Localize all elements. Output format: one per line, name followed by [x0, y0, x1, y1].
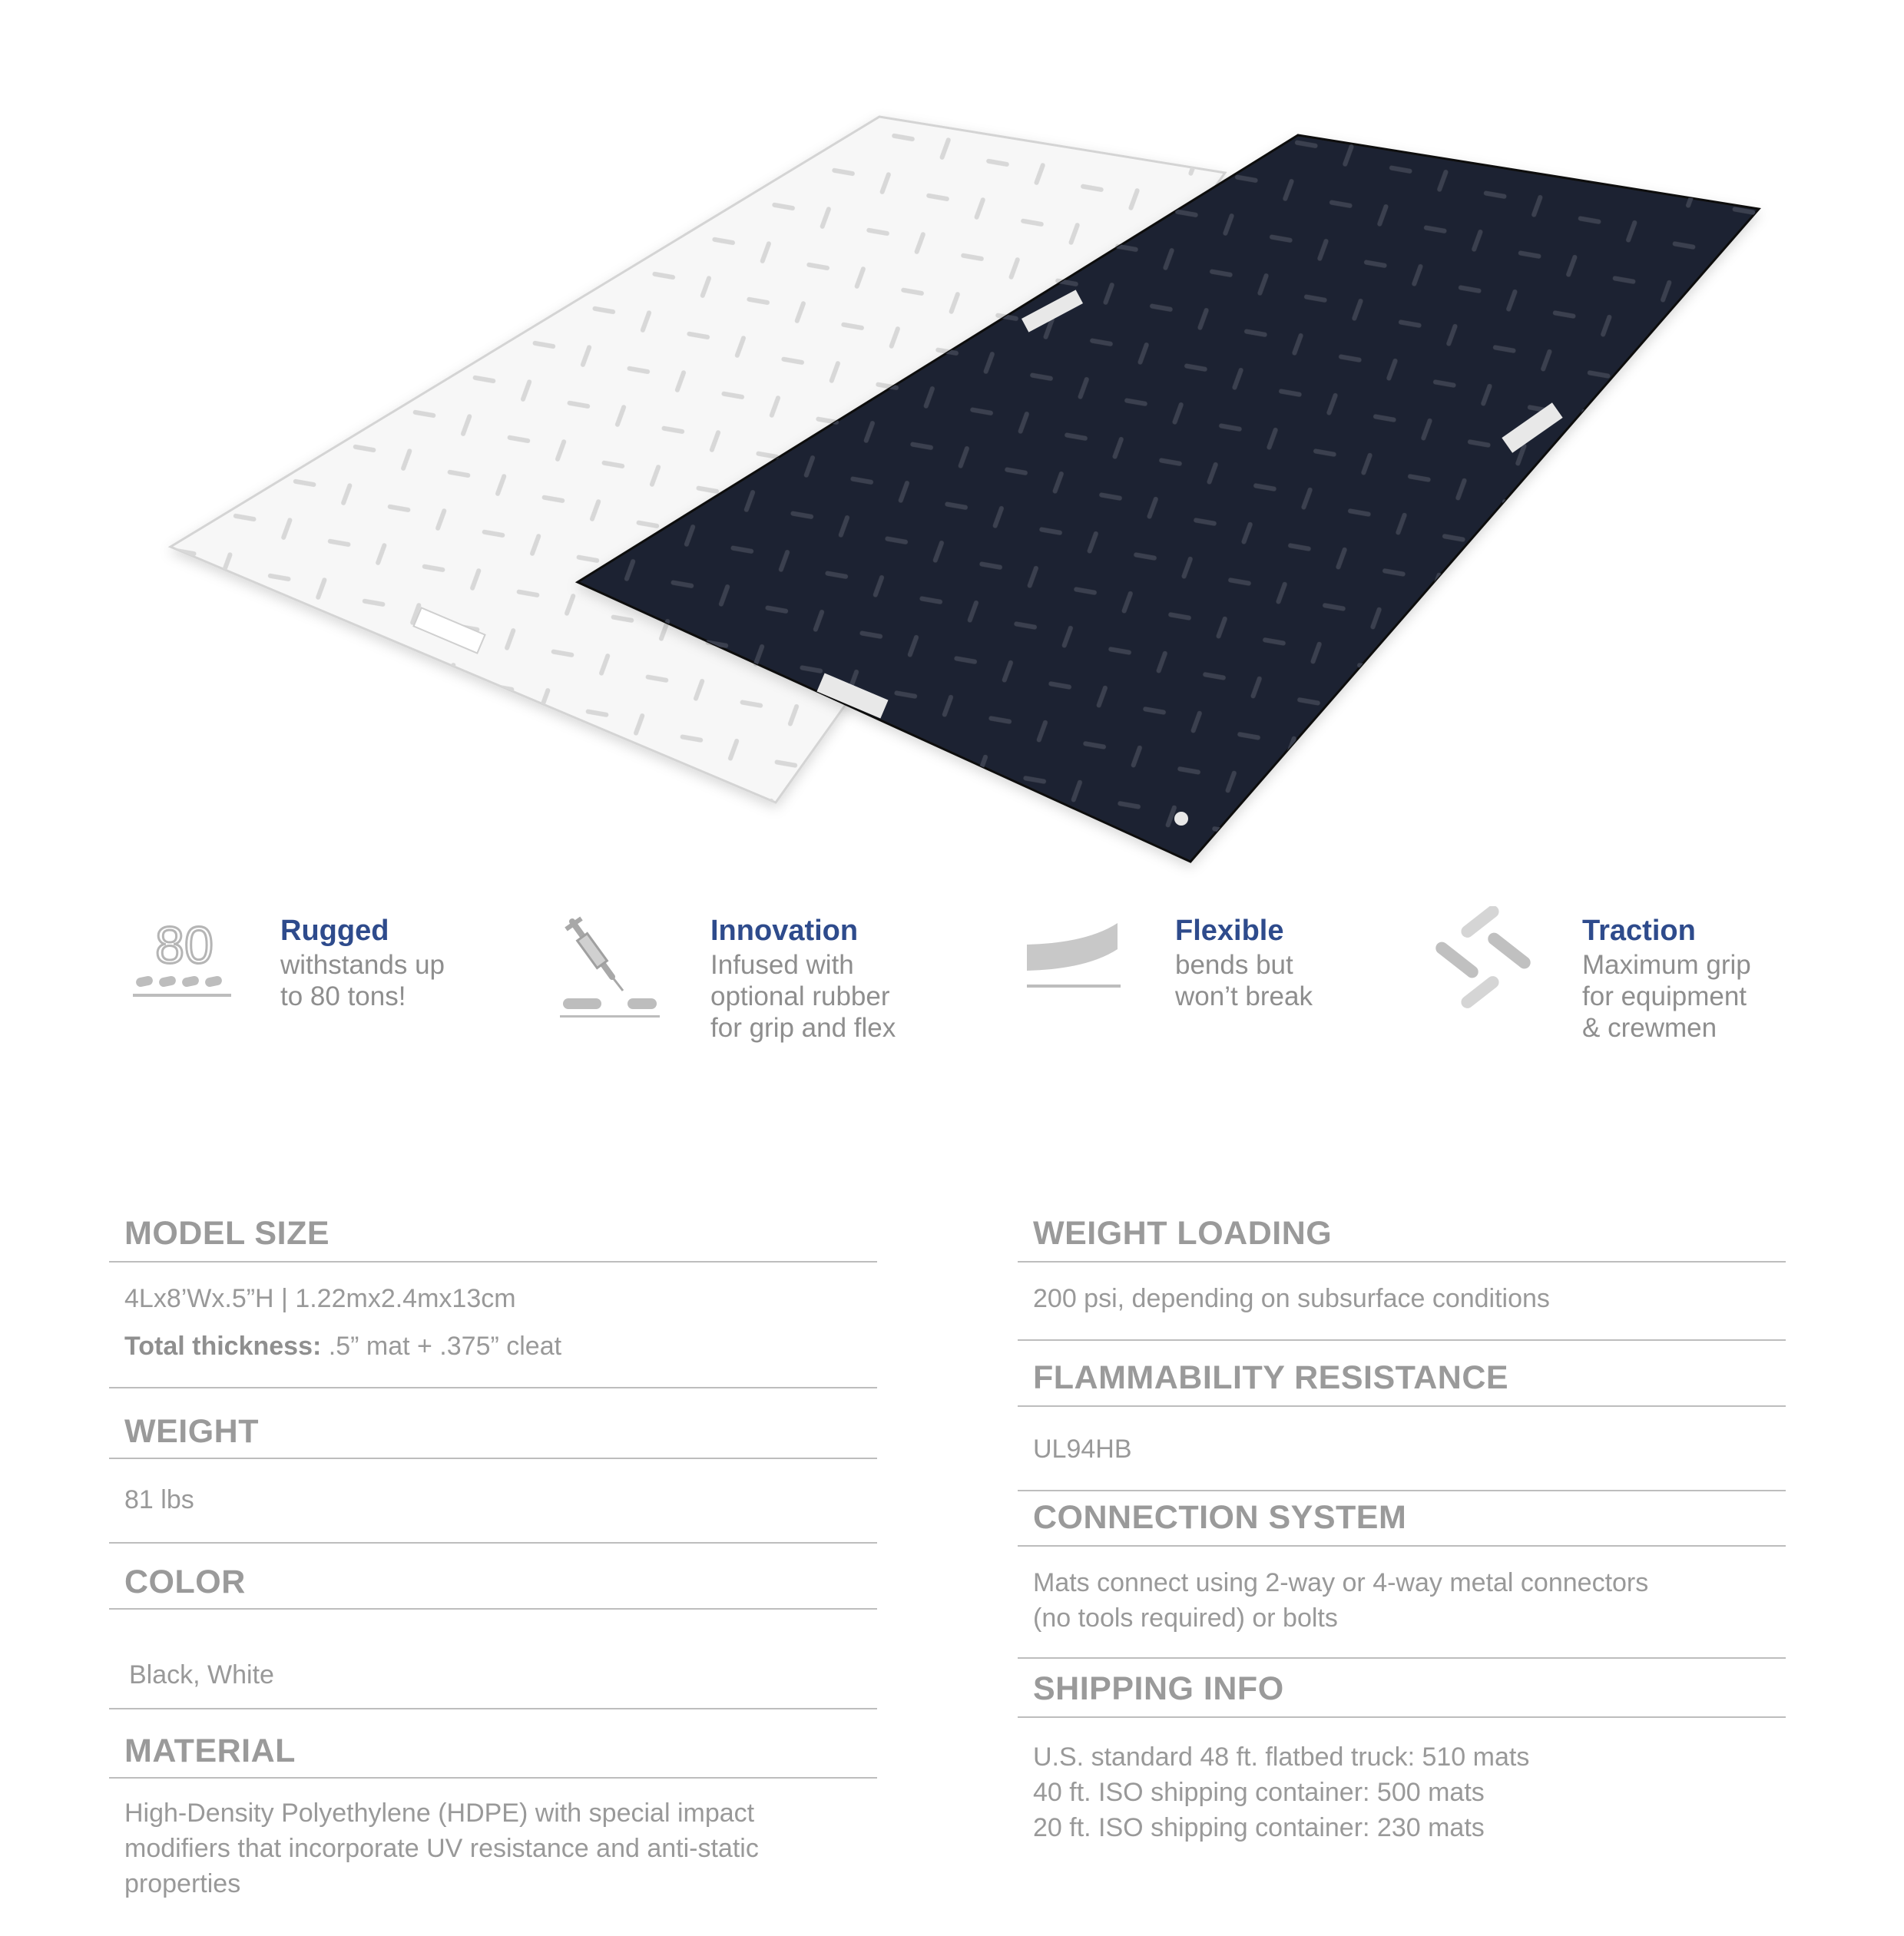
spec-model-size — [109, 1206, 877, 1390]
feature-title: Innovation — [710, 915, 859, 947]
feature-title: Rugged — [280, 915, 389, 947]
weight-loading-value: 200 psi, depending on subsurface conditions — [1033, 1284, 1550, 1313]
connection-line: Mats connect using 2-way or 4-way metal connectors — [1033, 1568, 1649, 1597]
divider — [1018, 1716, 1786, 1718]
feature-desc-line: won’t break — [1175, 981, 1313, 1011]
material-line: modifiers that incorporate UV resistance and anti-static — [124, 1834, 759, 1863]
feature-desc-line: bends but — [1175, 950, 1293, 980]
divider — [109, 1777, 877, 1779]
spec-weight — [109, 1405, 877, 1544]
80-tons-icon — [127, 906, 242, 1021]
feature-desc-line: to 80 tons! — [280, 981, 406, 1011]
material-line: properties — [124, 1869, 241, 1898]
model-size-dimensions: 4Lx8’Wx.5”H | 1.22mx2.4mx13cm — [124, 1284, 516, 1313]
divider — [1018, 1490, 1786, 1491]
feature-desc-line: Infused with — [710, 950, 854, 980]
divider — [1018, 1545, 1786, 1547]
divider — [1018, 1339, 1786, 1341]
shipping-line: U.S. standard 48 ft. flatbed truck: 510 mats — [1033, 1742, 1530, 1772]
section-heading: SHIPPING INFO — [1033, 1670, 1284, 1707]
divider — [109, 1387, 877, 1388]
divider — [1018, 1405, 1786, 1407]
mats-product-image — [0, 0, 1904, 891]
80-tons-icon-text: 80 — [155, 916, 214, 975]
divider — [109, 1261, 877, 1263]
section-heading: FLAMMABILITY RESISTANCE — [1033, 1359, 1509, 1396]
connection-line: (no tools required) or bolts — [1033, 1603, 1338, 1633]
divider — [109, 1542, 877, 1544]
divider — [1018, 1657, 1786, 1659]
flex-curve-icon — [1018, 906, 1133, 1021]
traction-cleat-icon — [1429, 906, 1544, 1021]
spec-shipping-info — [1018, 1663, 1786, 1862]
feature-title: Flexible — [1175, 915, 1284, 947]
feature-title: Traction — [1582, 915, 1696, 947]
color-value: Black, White — [129, 1660, 274, 1689]
spec-weight-loading — [1018, 1206, 1786, 1352]
divider — [1018, 1261, 1786, 1263]
model-size-thickness — [124, 1329, 561, 1364]
section-heading: CONNECTION SYSTEM — [1033, 1499, 1407, 1536]
feature-desc-line: for grip and flex — [710, 1013, 896, 1043]
feature-desc-line: withstands up — [280, 950, 445, 980]
section-heading: COLOR — [124, 1564, 246, 1600]
spec-color — [109, 1557, 877, 1726]
feature-desc-line: optional rubber — [710, 981, 890, 1011]
thickness-label: Total thickness: — [124, 1332, 322, 1361]
spec-connection-system — [1018, 1493, 1786, 1662]
section-heading: WEIGHT LOADING — [1033, 1215, 1333, 1252]
divider — [109, 1708, 877, 1709]
shipping-line: 40 ft. ISO shipping container: 500 mats — [1033, 1778, 1485, 1807]
thickness-value: .5” mat + .375” cleat — [321, 1332, 562, 1361]
section-heading: MODEL SIZE — [124, 1215, 330, 1252]
section-heading: MATERIAL — [124, 1732, 296, 1769]
section-heading: WEIGHT — [124, 1413, 259, 1450]
divider — [109, 1608, 877, 1610]
divider — [109, 1458, 877, 1459]
feature-desc-line: for equipment — [1582, 981, 1747, 1011]
spec-flammability — [1018, 1352, 1786, 1498]
syringe-icon — [557, 906, 672, 1021]
weight-value: 81 lbs — [124, 1485, 194, 1514]
feature-desc-line: Maximum grip — [1582, 950, 1751, 980]
shipping-line: 20 ft. ISO shipping container: 230 mats — [1033, 1813, 1485, 1842]
spec-material — [109, 1728, 877, 1935]
material-line: High-Density Polyethylene (HDPE) with special impact — [124, 1799, 755, 1828]
flammability-value: UL94HB — [1033, 1435, 1132, 1464]
feature-desc-line: & crewmen — [1582, 1013, 1717, 1043]
